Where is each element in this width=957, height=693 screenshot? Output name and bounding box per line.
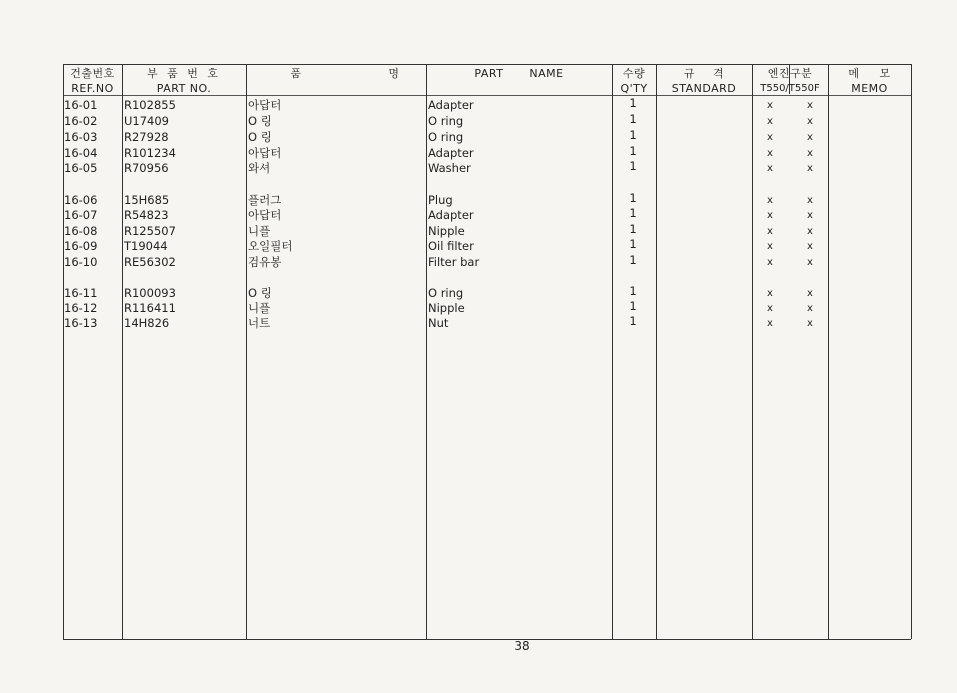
- row-qty: 1: [629, 159, 637, 173]
- row-t550f: x: [807, 257, 813, 268]
- row-ref: 16-04: [64, 146, 98, 160]
- header-ref-en: REF.NO: [71, 82, 114, 95]
- col-line-8: [911, 64, 912, 639]
- header-memo-en: MEMO: [851, 82, 888, 95]
- row-part-no: T19044: [124, 239, 168, 253]
- row-t550: x: [767, 116, 773, 127]
- row-t550f: x: [807, 288, 813, 299]
- header-engine-en: T550/T550F: [760, 83, 820, 94]
- row-part-no: 15H685: [124, 193, 170, 207]
- row-qty: 1: [629, 299, 637, 313]
- header-part-name: PART NAME: [474, 67, 564, 80]
- row-part-no: R116411: [124, 301, 176, 315]
- row-t550: x: [767, 100, 773, 111]
- row-t550: x: [767, 226, 773, 237]
- header-kr-name-2: 명: [388, 67, 400, 80]
- row-qty: 1: [629, 253, 637, 267]
- row-kr-name: 아답터: [248, 146, 282, 160]
- table-bottom-border: [63, 639, 911, 640]
- row-part-name: Adapter: [428, 98, 474, 112]
- row-qty: 1: [629, 237, 637, 251]
- row-qty: 1: [629, 222, 637, 236]
- header-kr-name-1: 품: [290, 67, 302, 80]
- row-ref: 16-10: [64, 255, 98, 269]
- table-top-border: [63, 64, 911, 65]
- header-ref-kr: 건출번호: [70, 67, 115, 80]
- row-t550f: x: [807, 226, 813, 237]
- row-part-name: Adapter: [428, 208, 474, 222]
- row-kr-name: 오일필터: [248, 239, 293, 253]
- row-qty: 1: [629, 112, 637, 126]
- col-line-2: [246, 64, 247, 639]
- row-part-no: R102855: [124, 98, 176, 112]
- row-ref: 16-08: [64, 224, 98, 238]
- row-kr-name: 아답터: [248, 208, 282, 222]
- row-part-no: R54823: [124, 208, 169, 222]
- row-ref: 16-13: [64, 316, 98, 330]
- row-qty: 1: [629, 314, 637, 328]
- row-part-no: R100093: [124, 286, 176, 300]
- row-ref: 16-01: [64, 98, 98, 112]
- col-line-6: [752, 64, 753, 639]
- row-kr-name: 검유봉: [248, 255, 282, 269]
- header-std-en: STANDARD: [671, 82, 737, 95]
- row-qty: 1: [629, 206, 637, 220]
- row-qty: 1: [629, 96, 637, 110]
- row-kr-name: 플러그: [248, 193, 282, 207]
- row-part-name: Washer: [428, 161, 471, 175]
- row-qty: 1: [629, 128, 637, 142]
- col-line-7: [828, 64, 829, 639]
- col-line-5: [656, 64, 657, 639]
- row-t550f: x: [807, 148, 813, 159]
- row-t550: x: [767, 303, 773, 314]
- row-qty: 1: [629, 144, 637, 158]
- row-t550f: x: [807, 318, 813, 329]
- header-qty-kr: 수량: [622, 67, 646, 80]
- row-t550f: x: [807, 100, 813, 111]
- row-ref: 16-05: [64, 161, 98, 175]
- header-std-kr: 규 격: [683, 67, 725, 80]
- row-kr-name: 니플: [248, 301, 271, 315]
- row-t550f: x: [807, 241, 813, 252]
- row-t550f: x: [807, 132, 813, 143]
- row-t550: x: [767, 257, 773, 268]
- row-part-name: Nipple: [428, 224, 465, 238]
- row-ref: 16-11: [64, 286, 98, 300]
- row-part-name: Nut: [428, 316, 449, 330]
- row-part-no: 14H826: [124, 316, 170, 330]
- row-t550f: x: [807, 116, 813, 127]
- col-line-3: [426, 64, 427, 639]
- page-number: 38: [514, 639, 530, 653]
- row-part-no: U17409: [124, 114, 170, 128]
- col-line-1: [122, 64, 123, 639]
- row-part-name: O ring: [428, 130, 464, 144]
- header-qty-en: Q'TY: [620, 82, 648, 95]
- row-part-no: RE56302: [124, 255, 176, 269]
- row-part-no: R27928: [124, 130, 169, 144]
- row-part-name: Plug: [428, 193, 453, 207]
- header-part-kr: 부 품 번 호: [147, 67, 221, 80]
- row-ref: 16-03: [64, 130, 98, 144]
- row-t550: x: [767, 132, 773, 143]
- row-kr-name: 아답터: [248, 98, 282, 112]
- row-part-name: O ring: [428, 286, 464, 300]
- row-kr-name: O 링: [248, 114, 272, 128]
- row-part-name: O ring: [428, 114, 464, 128]
- row-qty: 1: [629, 191, 637, 205]
- row-part-name: Oil filter: [428, 239, 474, 253]
- row-t550: x: [767, 210, 773, 221]
- row-part-no: R70956: [124, 161, 169, 175]
- row-ref: 16-02: [64, 114, 98, 128]
- header-engine-kr: 엔진구분: [767, 67, 813, 80]
- row-t550: x: [767, 241, 773, 252]
- row-qty: 1: [629, 284, 637, 298]
- row-kr-name: 와셔: [248, 161, 271, 175]
- header-memo-kr: 메 모: [848, 67, 891, 80]
- row-t550f: x: [807, 163, 813, 174]
- row-t550: x: [767, 195, 773, 206]
- row-ref: 16-07: [64, 208, 98, 222]
- header-divider: [63, 95, 911, 96]
- header-part-en: PART NO.: [156, 82, 212, 95]
- row-part-name: Nipple: [428, 301, 465, 315]
- row-part-name: Filter bar: [428, 255, 480, 269]
- row-ref: 16-12: [64, 301, 98, 315]
- row-part-no: R101234: [124, 146, 176, 160]
- row-t550f: x: [807, 303, 813, 314]
- row-part-name: Adapter: [428, 146, 474, 160]
- row-t550: x: [767, 148, 773, 159]
- row-ref: 16-06: [64, 193, 98, 207]
- row-part-no: R125507: [124, 224, 176, 238]
- row-t550: x: [767, 288, 773, 299]
- row-t550: x: [767, 163, 773, 174]
- row-ref: 16-09: [64, 239, 98, 253]
- row-t550f: x: [807, 195, 813, 206]
- row-kr-name: O 링: [248, 130, 272, 144]
- row-kr-name: 니플: [248, 224, 271, 238]
- row-t550f: x: [807, 210, 813, 221]
- row-t550: x: [767, 318, 773, 329]
- row-kr-name: O 링: [248, 286, 272, 300]
- row-kr-name: 너트: [248, 316, 271, 330]
